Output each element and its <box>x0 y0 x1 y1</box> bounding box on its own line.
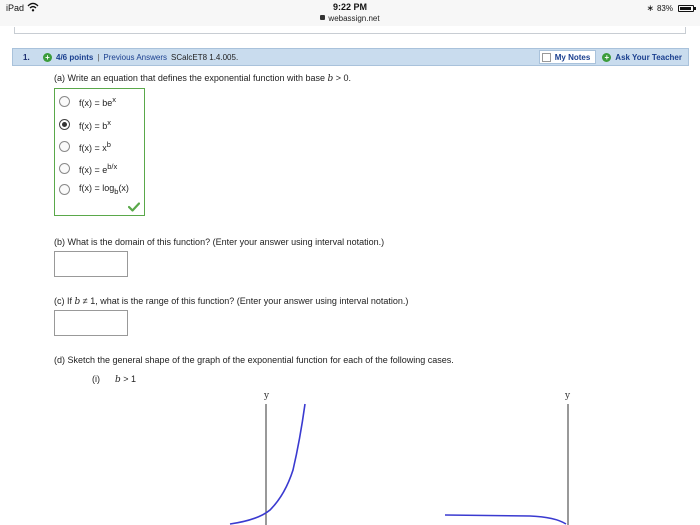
case-i-number: (i) <box>92 374 100 384</box>
option-label: $f(x) = e^{b/x}$ <box>79 162 118 175</box>
part-c-prompt <box>54 296 408 307</box>
divider-left <box>14 27 15 34</box>
option-label: $f(x) = \log_b(x)$ <box>79 183 129 196</box>
separator: | <box>97 52 100 62</box>
question-header <box>12 48 689 66</box>
option-1[interactable] <box>59 95 116 108</box>
header-actions <box>539 49 688 65</box>
part-b-prompt: (b) What is the domain of this function? (Enter your answer using interval notation.) <box>54 237 385 247</box>
option-3[interactable] <box>59 140 111 153</box>
checkmark-icon <box>128 202 140 212</box>
radio-button[interactable] <box>59 96 70 107</box>
divider <box>14 33 686 34</box>
radio-button[interactable] <box>59 184 70 195</box>
url-bar[interactable] <box>0 14 700 23</box>
notes-checkbox-icon <box>542 53 551 62</box>
option-label: $f(x) = be^x$ <box>79 95 117 108</box>
case-i-label <box>92 374 136 385</box>
case-i-condition: > 1 <box>120 374 137 384</box>
left-y-axis-label: y <box>264 391 270 401</box>
radio-button[interactable] <box>59 141 70 152</box>
part-a-prompt-tail: > 0. <box>333 73 352 83</box>
part-c-prompt-tail: ≠ 1, what is the range of this function? (Enter your answer using interval notation.) <box>80 296 409 306</box>
clock: 9:22 PM <box>332 2 367 12</box>
status-bar <box>0 0 700 26</box>
url-text: webassign.net <box>328 14 380 23</box>
sketch-graphs[interactable] <box>0 386 700 525</box>
domain-answer-input[interactable] <box>54 251 128 277</box>
right-y-axis-label: y <box>565 391 571 401</box>
part-a-options <box>54 88 145 216</box>
ask-plus-icon: + <box>602 53 611 62</box>
case-i-var: b <box>115 375 121 385</box>
part-c-var: b <box>74 297 81 307</box>
option-5[interactable] <box>59 183 129 196</box>
part-c-prompt-text: (c) If <box>54 296 75 306</box>
ask-teacher-button[interactable] <box>602 53 688 62</box>
radio-button[interactable] <box>59 163 70 174</box>
part-a-prompt-text: (a) Write an equation that defines the exponential function with base <box>54 73 328 83</box>
part-d-prompt: (d) Sketch the general shape of the graph of the exponential function for each of the following cases. <box>54 355 454 365</box>
points-link[interactable]: 4/6 points <box>56 52 94 62</box>
device-name: iPad <box>6 3 25 13</box>
question-code: SCalcET8 1.4.005. <box>171 52 239 62</box>
option-label: $f(x) = x^b$ <box>79 140 111 153</box>
divider-right <box>685 27 686 34</box>
status-right <box>646 3 694 14</box>
part-a-prompt <box>54 73 351 84</box>
previous-answers-link[interactable]: Previous Answers <box>103 52 168 62</box>
left-exponential-curve <box>230 404 305 524</box>
option-2[interactable] <box>59 118 111 131</box>
expand-plus-icon[interactable]: + <box>43 53 52 62</box>
range-answer-input[interactable] <box>54 310 128 336</box>
right-curve <box>445 515 566 524</box>
my-notes-label: My Notes <box>554 52 591 62</box>
bluetooth-icon: ∗ <box>646 3 654 13</box>
radio-button-selected[interactable] <box>59 119 70 130</box>
battery-percent: 83% <box>656 4 673 13</box>
lock-icon <box>320 15 325 20</box>
question-number: 1. <box>23 52 30 62</box>
my-notes-button[interactable] <box>539 50 597 64</box>
option-4[interactable] <box>59 162 117 175</box>
battery-icon <box>678 5 694 12</box>
ask-teacher-label: Ask Your Teacher <box>615 52 682 62</box>
part-a-var: b <box>327 74 334 84</box>
option-label: $f(x) = b^x$ <box>79 118 112 131</box>
